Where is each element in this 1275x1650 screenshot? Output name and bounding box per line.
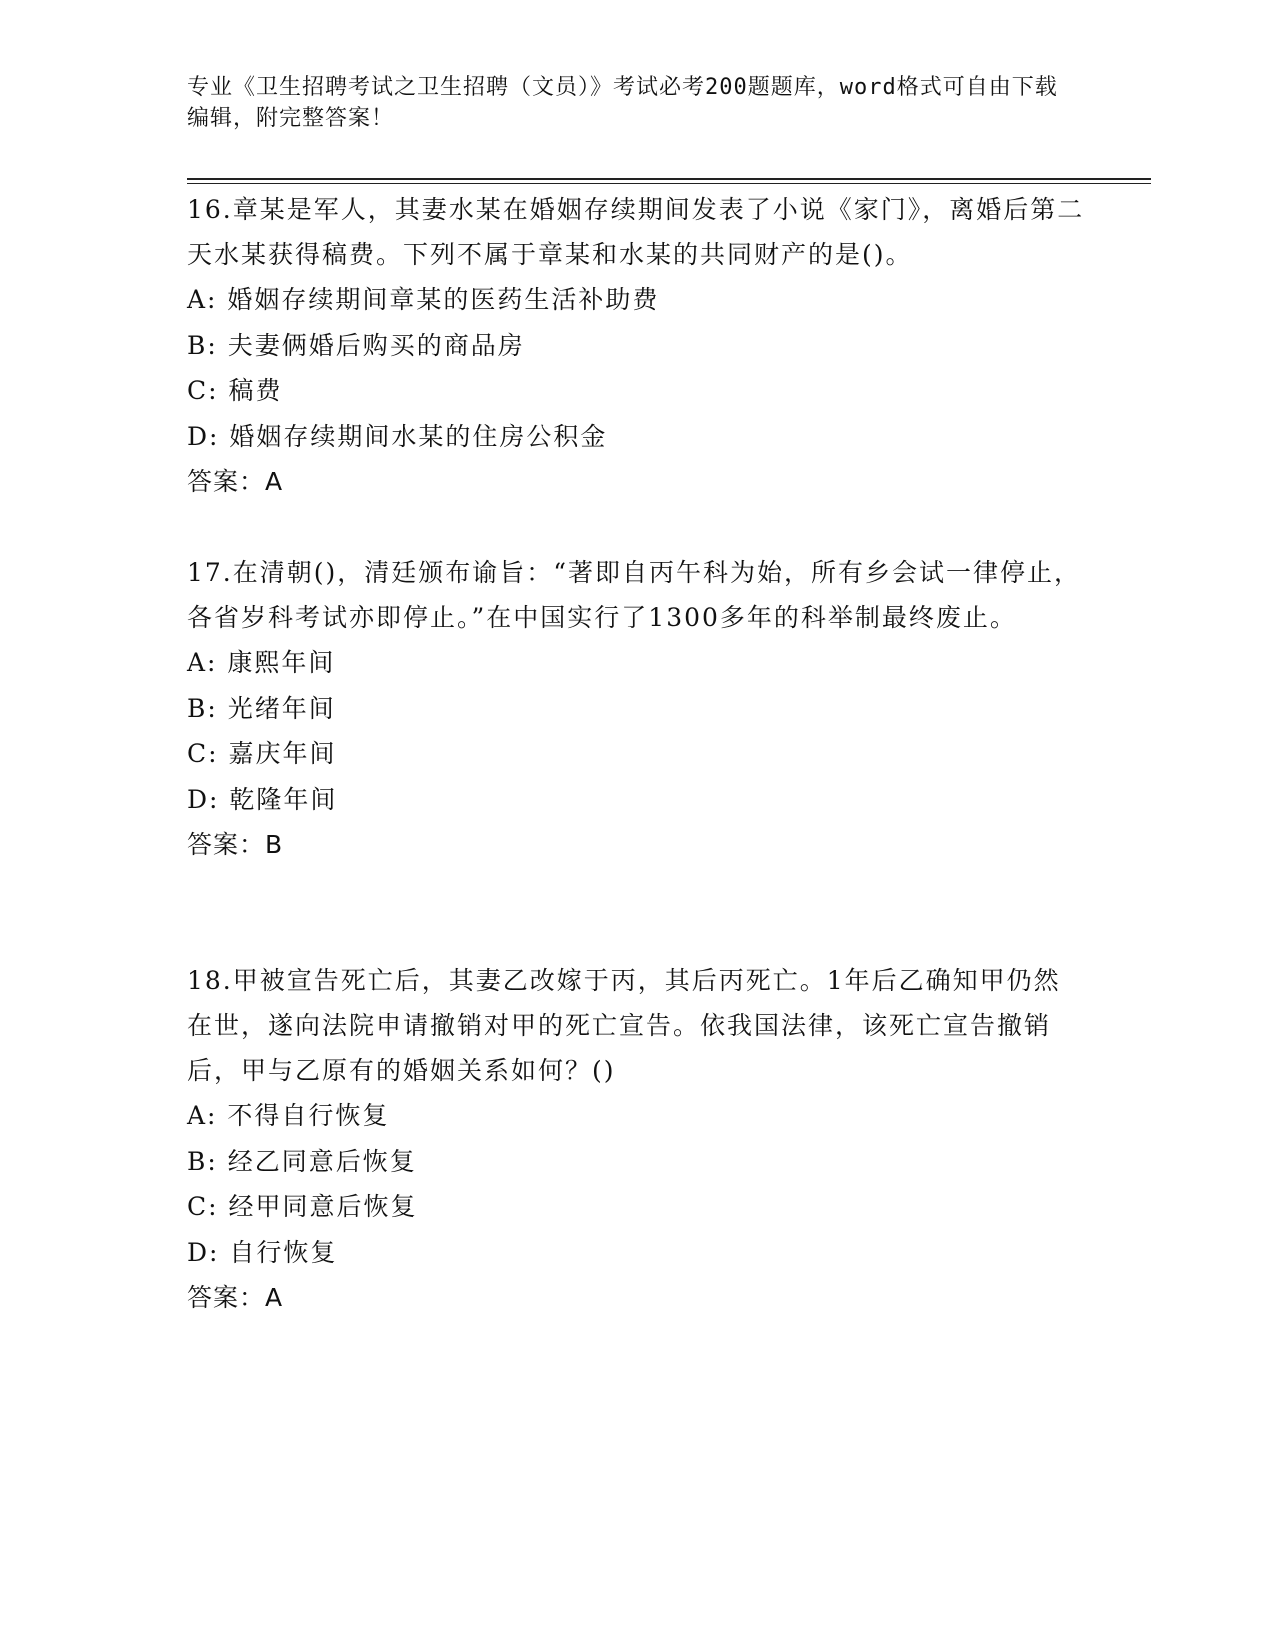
question-stem: 17.在清朝()，清廷颁布谕旨：“著即自丙午科为始，所有乡会试一律停止，各省岁科考试亦即停止。”在中国实行了1300多年的科举制最终废止。 — [187, 558, 1082, 632]
option-c: C: 嘉庆年间 — [187, 739, 337, 768]
option-a: A: 康熙年间 — [187, 648, 336, 677]
option-a: A: 不得自行恢复 — [187, 1101, 390, 1130]
option-d: D: 自行恢复 — [187, 1237, 338, 1267]
option-c: C: 稿费 — [187, 376, 283, 405]
option-b: B: 光绪年间 — [187, 693, 336, 723]
option-d: D: 婚姻存续期间水某的住房公积金 — [187, 421, 608, 451]
question-16 — [187, 187, 1087, 505]
header-divider — [187, 178, 1151, 180]
answer: 答案：B — [187, 830, 284, 859]
option-b: B: 经乙同意后恢复 — [187, 1146, 417, 1176]
option-d: D: 乾隆年间 — [187, 784, 338, 814]
answer: 答案：A — [187, 1283, 284, 1312]
question-stem: 16.章某是军人，其妻水某在婚姻存续期间发表了小说《家门》，离婚后第二天水某获得稿费。下列不属于章某和水某的共同财产的是()。 — [187, 195, 1085, 269]
question-17 — [187, 550, 1087, 868]
document-header: 专业《卫生招聘考试之卫生招聘（文员）》考试必考200题题库，word格式可自由下载编辑，附完整答案！ — [187, 75, 1058, 131]
answer: 答案：A — [187, 467, 284, 496]
header-divider-thin — [187, 183, 1151, 184]
option-b: B: 夫妻俩婚后购买的商品房 — [187, 330, 525, 360]
question-18 — [187, 958, 1087, 1321]
question-stem: 18.甲被宣告死亡后，其妻乙改嫁于丙，其后丙死亡。1年后乙确知甲仍然在世，遂向法院申请撤销对甲的死亡宣告。依我国法律，该死亡宣告撤销后，甲与乙原有的婚姻关系如何？() — [187, 966, 1061, 1085]
option-c: C: 经甲同意后恢复 — [187, 1192, 418, 1221]
option-a: A: 婚姻存续期间章某的医药生活补助费 — [187, 285, 660, 314]
